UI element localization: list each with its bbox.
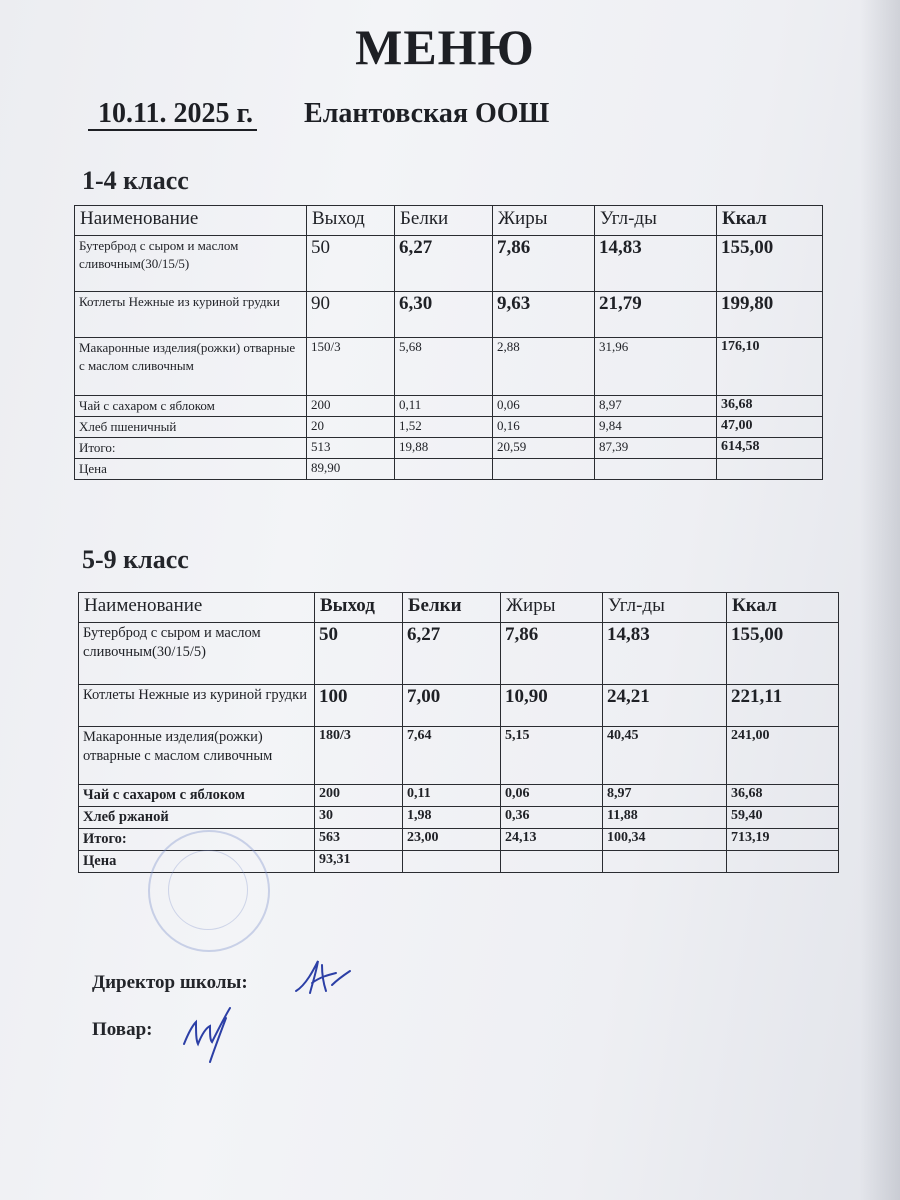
- director-label: Директор школы:: [92, 972, 248, 993]
- dish-carbs: 9,84: [595, 417, 717, 438]
- table-row: [79, 807, 839, 829]
- dish-output: 100: [315, 685, 403, 727]
- col-header-output: Выход: [307, 206, 395, 236]
- dish-name: Бутерброд с сыром и маслом сливочным(30/15/5): [75, 236, 307, 292]
- total-fat: 24,13: [501, 829, 603, 851]
- total-kcal: 614,58: [717, 438, 823, 459]
- menu-table-1-4: [74, 205, 823, 480]
- total-output: 513: [307, 438, 395, 459]
- dish-output: 50: [307, 236, 395, 292]
- empty-cell: [493, 459, 595, 480]
- table-row: [75, 236, 823, 292]
- empty-cell: [395, 459, 493, 480]
- table-row: [79, 685, 839, 727]
- total-carbs: 87,39: [595, 438, 717, 459]
- col-header-protein: Белки: [395, 206, 493, 236]
- dish-protein: 7,00: [403, 685, 501, 727]
- dish-fat: 7,86: [501, 623, 603, 685]
- dish-protein: 1,52: [395, 417, 493, 438]
- dish-fat: 0,06: [493, 396, 595, 417]
- dish-kcal: 155,00: [717, 236, 823, 292]
- dish-output: 150/3: [307, 338, 395, 396]
- table-row: [75, 396, 823, 417]
- total-kcal: 713,19: [727, 829, 839, 851]
- col-header-carbs: Угл-ды: [603, 593, 727, 623]
- dish-kcal: 155,00: [727, 623, 839, 685]
- menu-table-5-9: [78, 592, 839, 873]
- price-value: 89,90: [307, 459, 395, 480]
- dish-carbs: 11,88: [603, 807, 727, 829]
- dish-protein: 6,30: [395, 292, 493, 338]
- dish-fat: 9,63: [493, 292, 595, 338]
- table-row: [75, 338, 823, 396]
- price-row: [75, 459, 823, 480]
- school-name: Елантовская ООШ: [304, 98, 550, 129]
- section-title-5-9: 5-9 класс: [82, 545, 189, 574]
- dish-carbs: 31,96: [595, 338, 717, 396]
- total-carbs: 100,34: [603, 829, 727, 851]
- dish-fat: 0,36: [501, 807, 603, 829]
- empty-cell: [501, 851, 603, 873]
- dish-output: 180/3: [315, 727, 403, 785]
- price-label: Цена: [79, 851, 315, 873]
- empty-cell: [717, 459, 823, 480]
- dish-fat: 10,90: [501, 685, 603, 727]
- col-header-kcal: Ккал: [717, 206, 823, 236]
- director-signature-icon: [292, 955, 354, 999]
- empty-cell: [727, 851, 839, 873]
- total-protein: 19,88: [395, 438, 493, 459]
- dish-kcal: 36,68: [727, 785, 839, 807]
- dish-carbs: 8,97: [603, 785, 727, 807]
- paper-edge-shadow: [860, 0, 900, 1200]
- cook-signature-icon: [180, 1000, 240, 1066]
- dish-carbs: 8,97: [595, 396, 717, 417]
- table-row: [75, 417, 823, 438]
- dish-name: Хлеб пшеничный: [75, 417, 307, 438]
- dish-name: Макаронные изделия(рожки) отварные с маслом сливочным: [79, 727, 315, 785]
- page-title: МЕНЮ: [355, 19, 535, 75]
- menu-date: 10.11. 2025 г.: [88, 98, 257, 131]
- table-row: [79, 727, 839, 785]
- total-protein: 23,00: [403, 829, 501, 851]
- dish-protein: 0,11: [403, 785, 501, 807]
- section-title-1-4: 1-4 класс: [82, 166, 189, 195]
- table-header-row: [79, 593, 839, 623]
- dish-name: Чай с сахаром с яблоком: [75, 396, 307, 417]
- col-header-output: Выход: [315, 593, 403, 623]
- total-label: Итого:: [79, 829, 315, 851]
- dish-fat: 2,88: [493, 338, 595, 396]
- dish-fat: 7,86: [493, 236, 595, 292]
- dish-name: Котлеты Нежные из куриной грудки: [79, 685, 315, 727]
- dish-output: 20: [307, 417, 395, 438]
- empty-cell: [595, 459, 717, 480]
- dish-kcal: 199,80: [717, 292, 823, 338]
- total-label: Итого:: [75, 438, 307, 459]
- dish-protein: 0,11: [395, 396, 493, 417]
- price-label: Цена: [75, 459, 307, 480]
- col-header-name: Наименование: [79, 593, 315, 623]
- total-fat: 20,59: [493, 438, 595, 459]
- dish-protein: 7,64: [403, 727, 501, 785]
- dish-carbs: 14,83: [603, 623, 727, 685]
- dish-carbs: 40,45: [603, 727, 727, 785]
- table-row: [79, 785, 839, 807]
- dish-kcal: 47,00: [717, 417, 823, 438]
- dish-protein: 1,98: [403, 807, 501, 829]
- dish-output: 30: [315, 807, 403, 829]
- dish-name: Чай с сахаром с яблоком: [79, 785, 315, 807]
- dish-kcal: 176,10: [717, 338, 823, 396]
- col-header-fat: Жиры: [501, 593, 603, 623]
- dish-kcal: 221,11: [727, 685, 839, 727]
- dish-output: 200: [315, 785, 403, 807]
- col-header-fat: Жиры: [493, 206, 595, 236]
- table-header-row: [75, 206, 823, 236]
- dish-output: 90: [307, 292, 395, 338]
- dish-name: Котлеты Нежные из куриной грудки: [75, 292, 307, 338]
- empty-cell: [403, 851, 501, 873]
- dish-output: 200: [307, 396, 395, 417]
- table-row: [75, 292, 823, 338]
- dish-kcal: 59,40: [727, 807, 839, 829]
- dish-kcal: 36,68: [717, 396, 823, 417]
- price-value: 93,31: [315, 851, 403, 873]
- col-header-kcal: Ккал: [727, 593, 839, 623]
- dish-fat: 5,15: [501, 727, 603, 785]
- total-row: [75, 438, 823, 459]
- total-output: 563: [315, 829, 403, 851]
- dish-carbs: 14,83: [595, 236, 717, 292]
- date-line: [88, 98, 549, 130]
- dish-fat: 0,16: [493, 417, 595, 438]
- dish-name: Макаронные изделия(рожки) отварные с маслом сливочным: [75, 338, 307, 396]
- cook-label: Повар:: [92, 1019, 153, 1040]
- table-row: [79, 623, 839, 685]
- dish-carbs: 24,21: [603, 685, 727, 727]
- dish-protein: 5,68: [395, 338, 493, 396]
- dish-protein: 6,27: [395, 236, 493, 292]
- col-header-name: Наименование: [75, 206, 307, 236]
- dish-fat: 0,06: [501, 785, 603, 807]
- dish-output: 50: [315, 623, 403, 685]
- dish-kcal: 241,00: [727, 727, 839, 785]
- dish-carbs: 21,79: [595, 292, 717, 338]
- col-header-protein: Белки: [403, 593, 501, 623]
- dish-protein: 6,27: [403, 623, 501, 685]
- col-header-carbs: Угл-ды: [595, 206, 717, 236]
- dish-name: Бутерброд с сыром и маслом сливочным(30/15/5): [79, 623, 315, 685]
- dish-name: Хлеб ржаной: [79, 807, 315, 829]
- empty-cell: [603, 851, 727, 873]
- school-stamp: [148, 830, 270, 952]
